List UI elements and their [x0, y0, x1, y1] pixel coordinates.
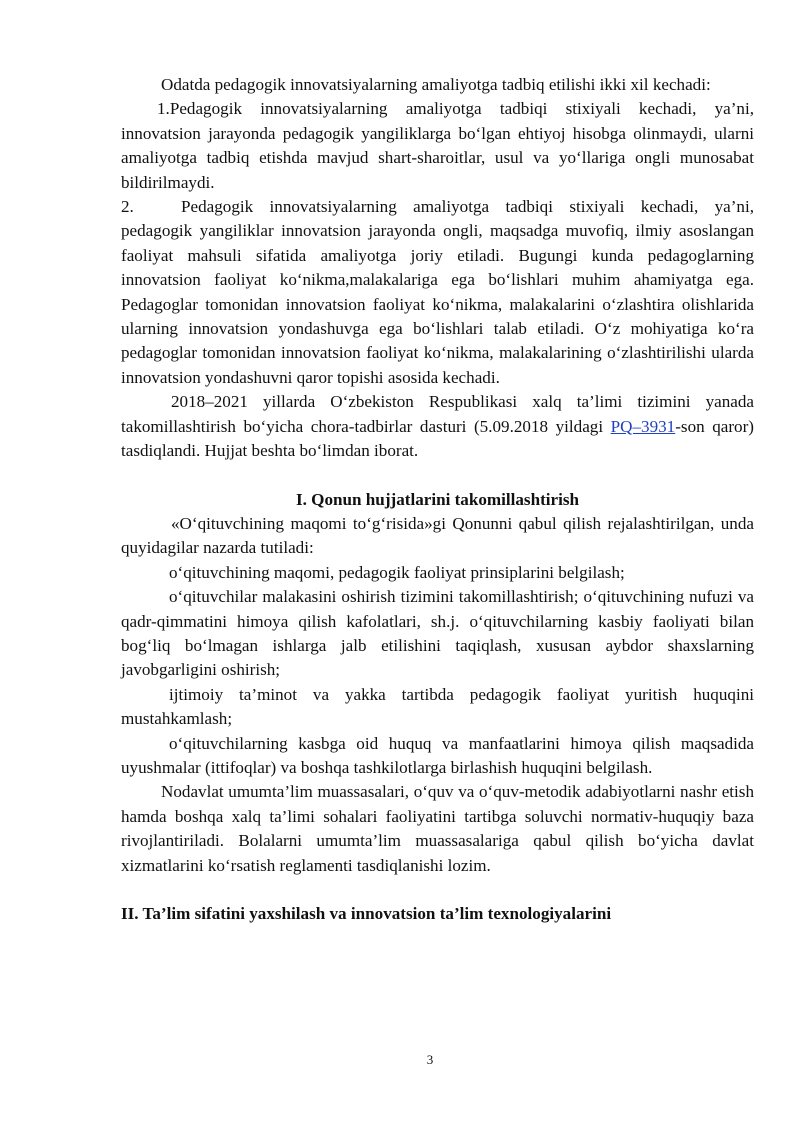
- section-2-heading: II. Ta’lim sifatini yaxshilash va innovatsion ta’lim texnologiyalarini: [121, 904, 612, 923]
- paragraph-program-text-start: 2018–2021 yillarda O‘zbekiston Respublikasi xalq ta’limi tizimini yanada takomillashtirish bo‘yicha chora-tadbirlar dasturi (5.09.2018 yildagi: [121, 392, 754, 436]
- bullet-item: [121, 683, 754, 732]
- bullet-item: [121, 561, 754, 585]
- paragraph-intro: Odatda pedagogik innovatsiyalarning amaliyotga tadbiq etilishi ikki xil kechadi:: [161, 75, 711, 94]
- page-number: 3: [426, 1052, 434, 1067]
- bullet-item: [121, 732, 754, 781]
- bullet-text: o‘qituvchilarning kasbga oid huquq va manfaatlarini himoya qilish maqsadida uyushmalar (ittifoqlar) va boshqa tashkilotlarga birlashish huquqini belgilash.: [121, 733, 754, 777]
- section-1-intro: «O‘qituvchining maqomi to‘g‘risida»gi Qonunni qabul qilish rejalashtirilgan, unda quyidagilar nazarda tutiladi:: [121, 513, 754, 558]
- spacer: [121, 464, 754, 488]
- bullet-text: o‘qituvchining maqomi, pedagogik faoliyat prinsiplarini belgilash;: [169, 562, 625, 582]
- paragraph-program: [121, 390, 754, 463]
- bullet-text: o‘qituvchilar malakasini oshirish tizimini takomillashtirish; o‘qituvchining nufuzi va qadr-qimmatini himoya qilish kafolatlari, sh.j. o‘qituvchilarning kasbiy faoliyati bilan bog‘liq bo‘lmagan ishlarga jalb etilishini taqiqlash, xususan aybdor shaxslarning javobgarligini oshirish;: [121, 587, 754, 680]
- bullet-item: [121, 585, 754, 683]
- paragraph-point-2: [121, 195, 754, 390]
- section-1-heading: I. Qonun hujjatlarini takomillashtirish: [295, 489, 580, 509]
- paragraph-point-1: 1.Pedagogik innovatsiyalarning amaliyotga tadbiqi stixiyali kechadi, ya’ni, innovatsion jarayonda pedagogik yangiliklarga bo‘lgan ehtiyoj hisobga olinmaydi, ularni amaliyotga tadbiq etishda mavjud shart-sharoitlar, usul va yo‘llariga ongli munosabat bildirilmaydi.: [121, 99, 754, 192]
- bullet-text: ijtimoiy ta’minot va yakka tartibda pedagogik faoliyat yuritish huquqini mustahkamlash;: [121, 684, 754, 729]
- paragraph-program-text-end: -son qaror) tasdiqlandi. Hujjat beshta bo‘limdan iborat.: [121, 416, 754, 461]
- list-number: 2.: [121, 197, 134, 217]
- spacer: [121, 878, 754, 902]
- paragraph-point-2-text: Pedagogik innovatsiyalarning amaliyotga tadbiqi stixiyali kechadi, ya’ni, pedagogik yangiliklar innovatsion jarayonda ongli, maqsadga muvofiq, ilmiy asoslangan faoliyat mahsuli sifatida amaliyotga joriy etiladi. Bugungi kunda pedagoglarning innovatsion faoliyat ko‘nikma,malakalariga ega bo‘lishlari muhim ahamiyatga ega. Pedagoglar tomonidan innovatsion faoliyat ko‘nikma, malakalarini o‘zlashtira olishlarida ularning innovatsion yondashuvga ega bo‘lishlari talab etiladi. O‘z mohiyatiga ko‘ra pedagoglar tomonidan innovatsion faoliyat ko‘nikma, malakalarining o‘zlashtirilishi ularda innovatsion yondashuvni qaror topishi asosida kechadi.: [121, 197, 754, 387]
- document-link[interactable]: PQ–3931: [610, 416, 676, 436]
- section-1-closing: Nodavlat umumta’lim muassasalari, o‘quv va o‘quv-metodik adabiyotlarni nashr etish hamda boshqa xalq ta’limi sohalari faoliyatini tartibga soluvchi normativ-huquqiy baza rivojlantiriladi. Bolalarni umumta’lim muassasalariga qabul qilish bo‘yicha davlat xizmatlarini ko‘rsatish reglamenti tasdiqlanishi lozim.: [121, 782, 754, 875]
- page-content: [121, 73, 754, 926]
